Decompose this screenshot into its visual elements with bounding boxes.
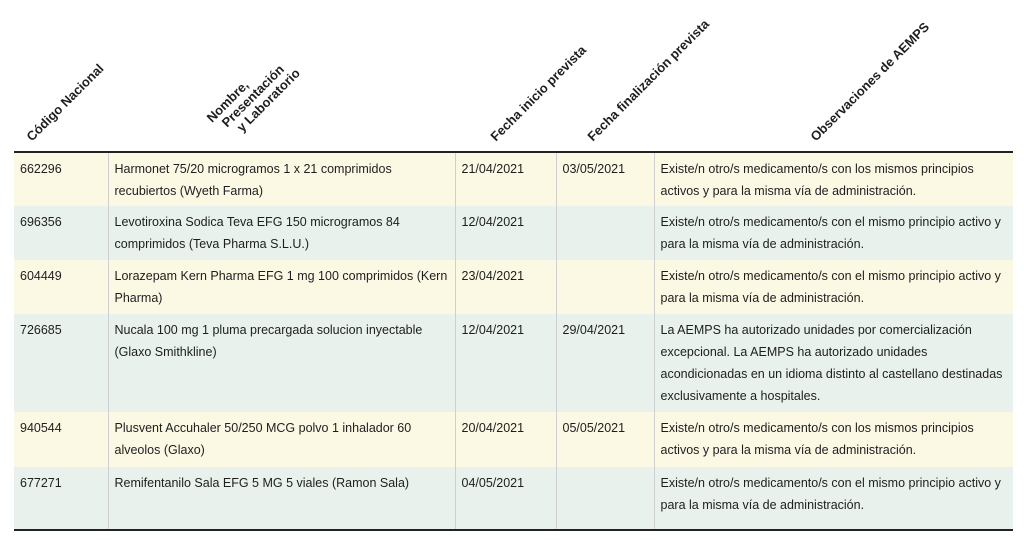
cell-nombre: Nucala 100 mg 1 pluma precargada solucion inyectable (Glaxo Smithkline) — [108, 314, 455, 412]
cell-nombre: Harmonet 75/20 microgramos 1 x 21 comprimidos recubiertos (Wyeth Farma) — [108, 152, 455, 206]
cell-nombre: Plusvent Accuhaler 50/250 MCG polvo 1 inhalador 60 alveolos (Glaxo) — [108, 412, 455, 467]
cell-inicio: 12/04/2021 — [455, 314, 556, 412]
cell-observaciones: Existe/n otro/s medicamento/s con los mismos principios activos y para la misma vía de administración. — [654, 412, 1013, 467]
cell-fin — [556, 260, 654, 314]
table-row — [14, 467, 1013, 530]
cell-codigo: 662296 — [20, 162, 62, 176]
cell-codigo: 726685 — [20, 323, 62, 337]
table-row — [14, 412, 1013, 467]
cell-observaciones: Existe/n otro/s medicamento/s con el mismo principio activo y para la misma vía de administración. — [654, 467, 1013, 530]
header-codigo-nacional: Código Nacional — [23, 60, 107, 144]
table-row — [14, 152, 1013, 206]
cell-codigo: 604449 — [20, 269, 62, 283]
cell-fin: 03/05/2021 — [556, 152, 654, 206]
header-fecha-inicio: Fecha inicio prevista — [487, 42, 589, 145]
cell-observaciones: La AEMPS ha autorizado unidades por comercialización excepcional. La AEMPS ha autorizado unidades acondicionadas en un idioma distinto al castellano destinadas exclusivamente a hospitales. — [654, 314, 1013, 412]
table-row — [14, 206, 1013, 260]
cell-observaciones: Existe/n otro/s medicamento/s con el mismo principio activo y para la misma vía de administración. — [654, 260, 1013, 314]
cell-codigo: 940544 — [20, 421, 62, 435]
cell-nombre: Remifentanilo Sala EFG 5 MG 5 viales (Ramon Sala) — [108, 467, 455, 530]
cell-inicio: 04/05/2021 — [455, 467, 556, 530]
header-observaciones: Observaciones de AEMPS — [807, 19, 933, 144]
cell-nombre: Levotiroxina Sodica Teva EFG 150 microgramos 84 comprimidos (Teva Pharma S.L.U.) — [108, 206, 455, 260]
cell-observaciones: Existe/n otro/s medicamento/s con el mismo principio activo y para la misma vía de administración. — [654, 206, 1013, 260]
cell-codigo: 696356 — [20, 215, 62, 229]
medicines-table — [14, 151, 1013, 531]
cell-inicio: 20/04/2021 — [455, 412, 556, 467]
cell-fin: 29/04/2021 — [556, 314, 654, 412]
table-row — [14, 314, 1013, 412]
header-fecha-fin: Fecha finalización prevista — [584, 16, 712, 144]
cell-nombre: Lorazepam Kern Pharma EFG 1 mg 100 comprimidos (Kern Pharma) — [108, 260, 455, 314]
cell-inicio: 23/04/2021 — [455, 260, 556, 314]
cell-fin: 05/05/2021 — [556, 412, 654, 467]
table-row — [14, 260, 1013, 314]
cell-codigo: 677271 — [20, 476, 62, 490]
header-nombre: Nombre, Presentación y Laboratorio — [203, 61, 303, 145]
cell-observaciones: Existe/n otro/s medicamento/s con los mismos principios activos y para la misma vía de administración. — [654, 152, 1013, 206]
cell-fin — [556, 206, 654, 260]
cell-fin — [556, 467, 654, 530]
cell-inicio: 21/04/2021 — [455, 152, 556, 206]
cell-inicio: 12/04/2021 — [455, 206, 556, 260]
